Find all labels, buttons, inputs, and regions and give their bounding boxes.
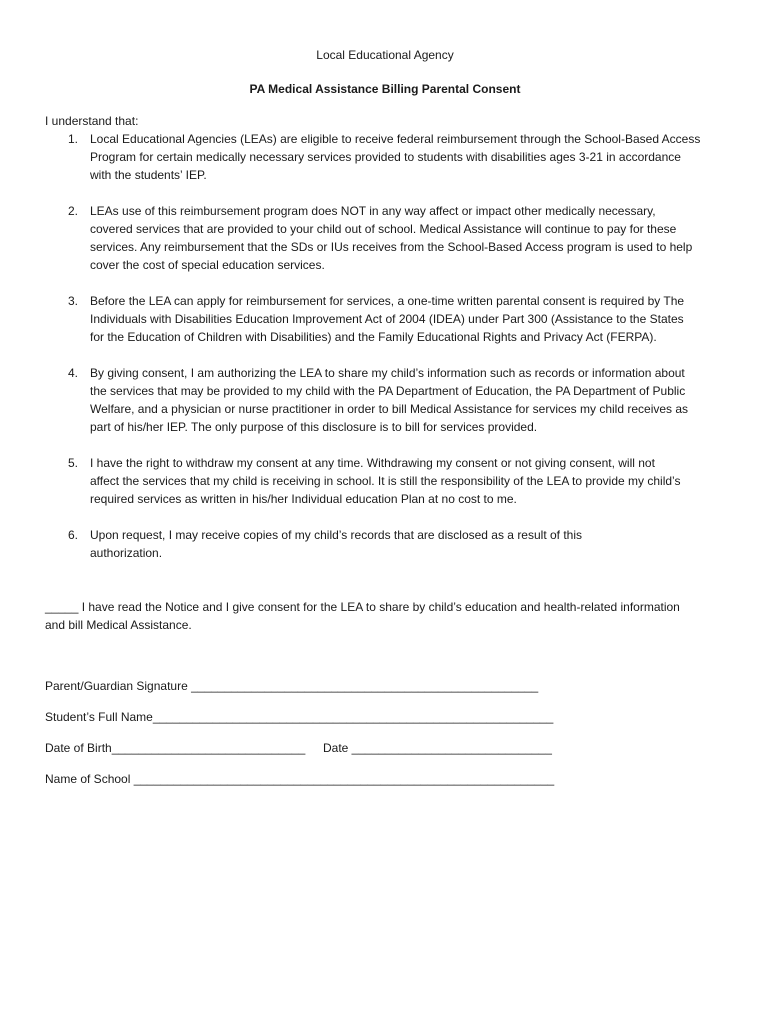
item-4-line: part of his/her IEP. The only purpose of this disclosure is to bill for services provided.	[90, 420, 538, 434]
item-number-5: 5.	[68, 456, 79, 470]
item-3-line: Before the LEA can apply for reimbursement for services, a one-time written parental consent is required by The	[90, 294, 685, 308]
item-number-1: 1.	[68, 132, 79, 146]
item-2-line: covered services that are provided to your child out of school. Medical Assistance will continue to pay for these	[90, 222, 677, 236]
item-5-line: required services as written in his/her Individual education Plan at no cost to me.	[90, 492, 517, 506]
parent-signature-field[interactable]: Parent/Guardian Signature ____________________________________________________	[45, 679, 539, 693]
intro-text: I understand that:	[45, 114, 139, 128]
item-1-line: with the students’ IEP.	[90, 168, 207, 182]
item-3-line: Individuals with Disabilities Education Improvement Act of 2004 (IDEA) under Part 300 (Assistance to the States	[90, 312, 684, 326]
list-item-2	[90, 202, 730, 274]
student-name-field[interactable]: Student’s Full Name____________________________________________________________	[45, 710, 554, 724]
item-3-line: for the Education of Children with Disabilities) and the Family Educational Rights and Privacy Act (FERPA).	[90, 330, 657, 344]
item-2-line: services. Any reimbursement that the SDs or IUs receives from the School-Based Access program is used to help	[90, 240, 693, 254]
school-name-field[interactable]: Name of School _______________________________________________________________	[45, 772, 555, 786]
item-4-line: By giving consent, I am authorizing the LEA to share my child’s information such as records or information about	[90, 366, 685, 380]
item-1-line: Local Educational Agencies (LEAs) are eligible to receive federal reimbursement through the School-Based Access	[90, 132, 701, 146]
date-field[interactable]: Date ______________________________	[323, 741, 552, 755]
list-item-1	[90, 130, 730, 184]
consent-line: and bill Medical Assistance.	[45, 618, 192, 632]
item-6-line: authorization.	[90, 546, 163, 560]
list-item-5	[90, 454, 730, 508]
list-item-3	[90, 292, 730, 346]
item-1-line: Program for certain medically necessary services provided to students with disabilities ages 3-21 in accordance	[90, 150, 681, 164]
item-4-line: the services that may be provided to my child with the PA Department of Education, the PA Department of Public	[90, 384, 686, 398]
consent-line: _____ I have read the Notice and I give consent for the LEA to share by child’s education and health-related information	[45, 600, 680, 614]
form-title: PA Medical Assistance Billing Parental Consent	[249, 82, 521, 96]
date-of-birth-field[interactable]: Date of Birth_____________________________	[45, 741, 306, 755]
item-2-line: LEAs use of this reimbursement program does NOT in any way affect or impact other medically necessary,	[90, 204, 656, 218]
list-item-4	[90, 364, 730, 436]
agency-heading: Local Educational Agency	[316, 48, 454, 62]
item-number-6: 6.	[68, 528, 79, 542]
item-number-3: 3.	[68, 294, 79, 308]
item-4-line: Welfare, and a physician or nurse practitioner in order to bill Medical Assistance for services my child receives as	[90, 402, 689, 416]
item-5-line: affect the services that my child is receiving in school. It is still the responsibility of the LEA to provide my child’s	[90, 474, 681, 488]
item-number-4: 4.	[68, 366, 79, 380]
item-number-2: 2.	[68, 204, 79, 218]
item-2-line: cover the cost of special education services.	[90, 258, 325, 272]
list-item-6	[90, 526, 730, 562]
consent-statement[interactable]	[45, 598, 735, 634]
item-6-line: Upon request, I may receive copies of my child’s records that are disclosed as a result of this	[90, 528, 583, 542]
item-5-line: I have the right to withdraw my consent at any time. Withdrawing my consent or not giving consent, will not	[90, 456, 655, 470]
